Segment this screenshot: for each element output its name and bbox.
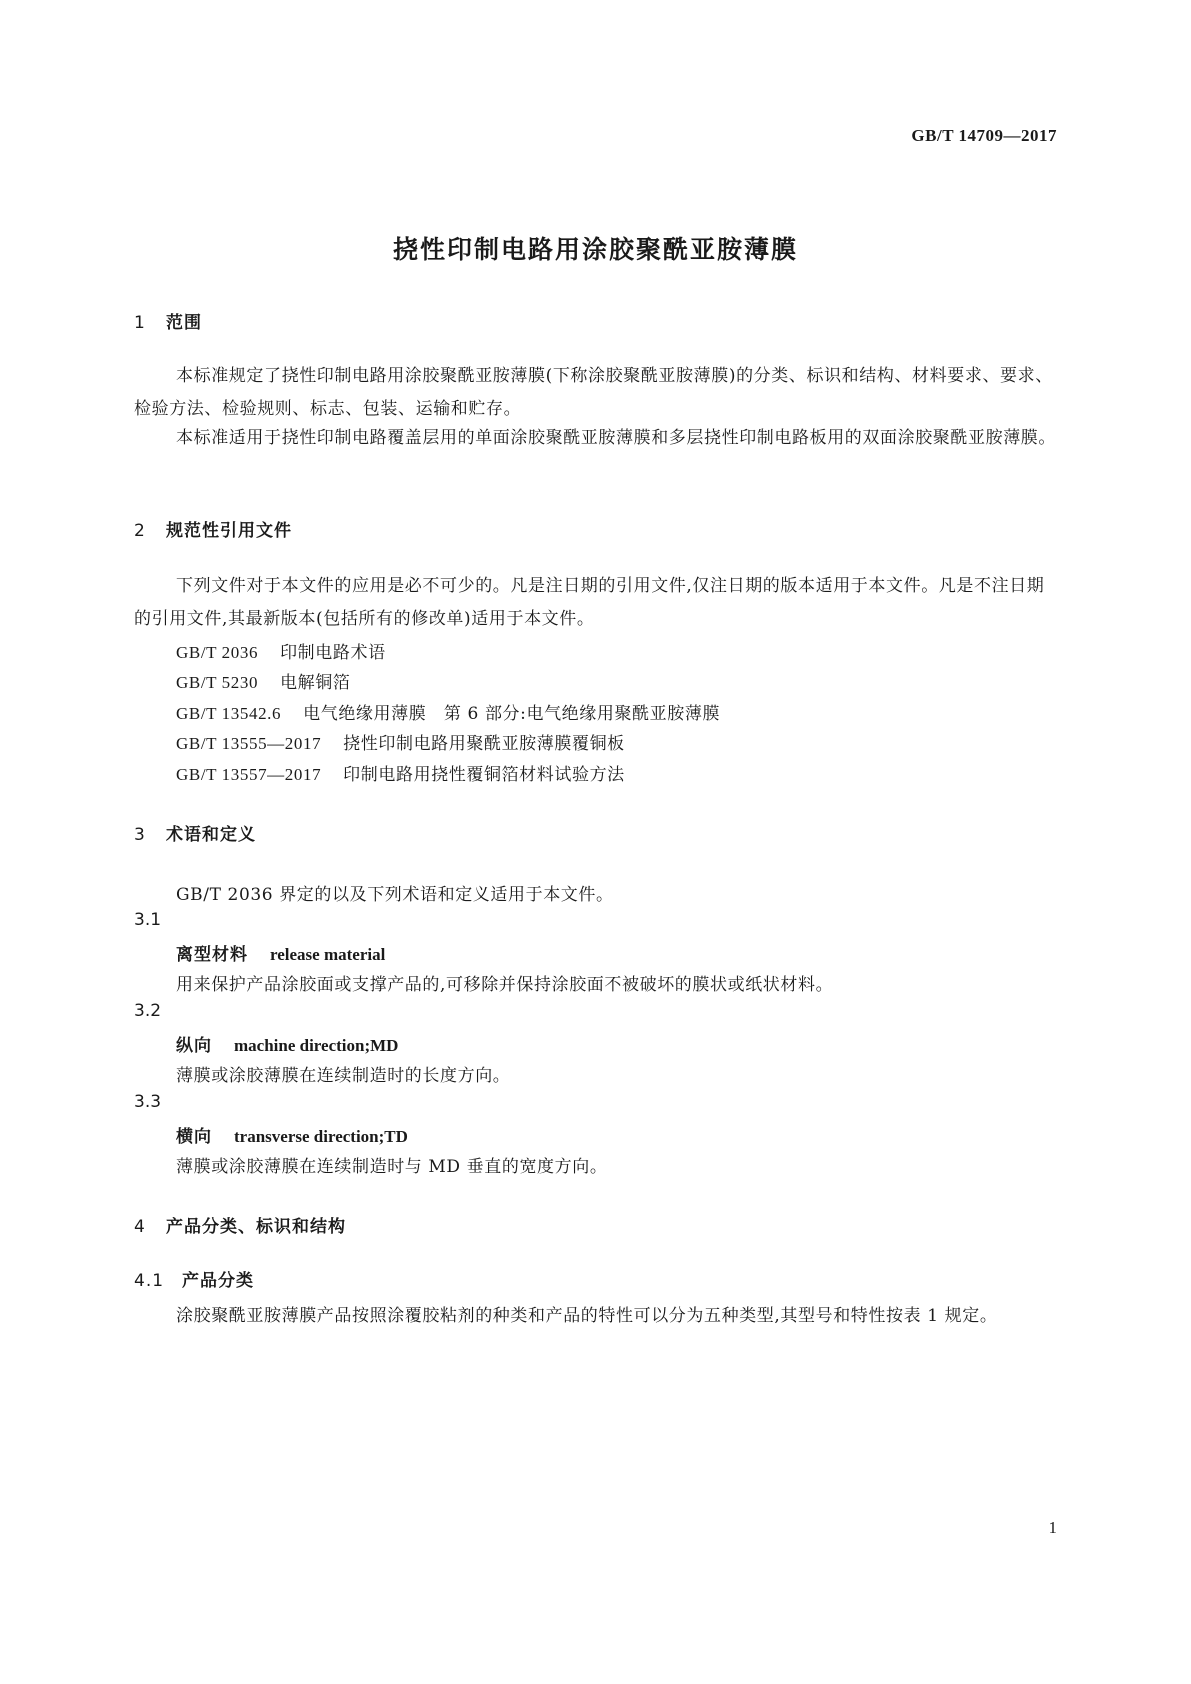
reference-title: 印制电路用挠性覆铜箔材料试验方法: [343, 765, 625, 785]
section-title: 术语和定义: [166, 825, 256, 845]
standard-code: GB/T 14709—2017: [911, 126, 1057, 145]
section-number: 4.1: [134, 1271, 165, 1291]
section-1-paragraph-1: 本标准规定了挠性印制电路用涂胶聚酰亚胺薄膜(下称涂胶聚酰亚胺薄膜)的分类、标识和结构、材料要求、要求、检验方法、检验规则、标志、包装、运输和贮存。: [134, 366, 1053, 419]
reference-item: [176, 729, 625, 754]
section-3-intro: GB/T 2036 界定的以及下列术语和定义适用于本文件。: [176, 885, 614, 905]
reference-item: [176, 760, 625, 785]
reference-item: [176, 699, 720, 724]
section-title: 产品分类: [182, 1271, 254, 1291]
page-number: 1: [1048, 1518, 1057, 1537]
section-title: 范围: [166, 313, 202, 333]
section-number: 3: [134, 825, 146, 845]
section-title: 规范性引用文件: [166, 521, 292, 541]
section-4-heading: [134, 1212, 346, 1237]
reference-title: 挠性印制电路用聚酰亚胺薄膜覆铜板: [343, 734, 625, 754]
section-title: 产品分类、标识和结构: [166, 1217, 346, 1237]
section-4-1-paragraph: 涂胶聚酰亚胺薄膜产品按照涂覆胶粘剂的种类和产品的特性可以分为五种类型,其型号和特性按表 1 规定。: [176, 1306, 998, 1326]
term-zh: 纵向: [176, 1036, 212, 1056]
term-en: machine direction;MD: [234, 1036, 399, 1055]
term-en: release material: [270, 945, 386, 964]
section-number: 4: [134, 1217, 146, 1237]
term-number: 3.1: [134, 910, 162, 930]
term-entry: [176, 1122, 408, 1147]
term-zh: 横向: [176, 1127, 212, 1147]
term-definition: 薄膜或涂胶薄膜在连续制造时的长度方向。: [176, 1066, 511, 1086]
reference-title: 电解铜箔: [280, 673, 351, 693]
term-entry: [176, 940, 385, 965]
term-definition: 用来保护产品涂胶面或支撑产品的,可移除并保持涂胶面不被破坏的膜状或纸状材料。: [176, 975, 834, 995]
term-definition: 薄膜或涂胶薄膜在连续制造时与 MD 垂直的宽度方向。: [176, 1157, 608, 1177]
reference-code: GB/T 5230: [176, 673, 259, 692]
reference-code: GB/T 13542.6: [176, 704, 282, 723]
reference-code: GB/T 13557—2017: [176, 765, 322, 784]
term-en: transverse direction;TD: [234, 1127, 408, 1146]
reference-item: [176, 668, 350, 693]
term-number: 3.3: [134, 1092, 162, 1112]
section-3-heading: [134, 820, 256, 845]
reference-title: 电气绝缘用薄膜 第 6 部分:电气绝缘用聚酰亚胺薄膜: [303, 704, 721, 724]
section-1-heading: [134, 308, 202, 333]
reference-code: GB/T 2036: [176, 643, 259, 662]
section-number: 1: [134, 313, 146, 333]
section-2-heading: [134, 516, 292, 541]
section-1-paragraph-2: 本标准适用于挠性印制电路覆盖层用的单面涂胶聚酰亚胺薄膜和多层挠性印制电路板用的双面涂胶聚酰亚胺薄膜。: [176, 428, 1056, 448]
section-4-1-heading: [134, 1266, 254, 1291]
reference-title: 印制电路术语: [280, 643, 386, 663]
term-entry: [176, 1031, 398, 1056]
term-zh: 离型材料: [176, 945, 248, 965]
term-number: 3.2: [134, 1001, 162, 1021]
reference-item: [176, 638, 386, 663]
reference-code: GB/T 13555—2017: [176, 734, 322, 753]
document-title: 挠性印制电路用涂胶聚酰亚胺薄膜: [392, 235, 798, 264]
section-2-intro: 下列文件对于本文件的应用是必不可少的。凡是注日期的引用文件,仅注日期的版本适用于本文件。凡是不注日期的引用文件,其最新版本(包括所有的修改单)适用于本文件。: [134, 576, 1045, 629]
section-number: 2: [134, 521, 146, 541]
